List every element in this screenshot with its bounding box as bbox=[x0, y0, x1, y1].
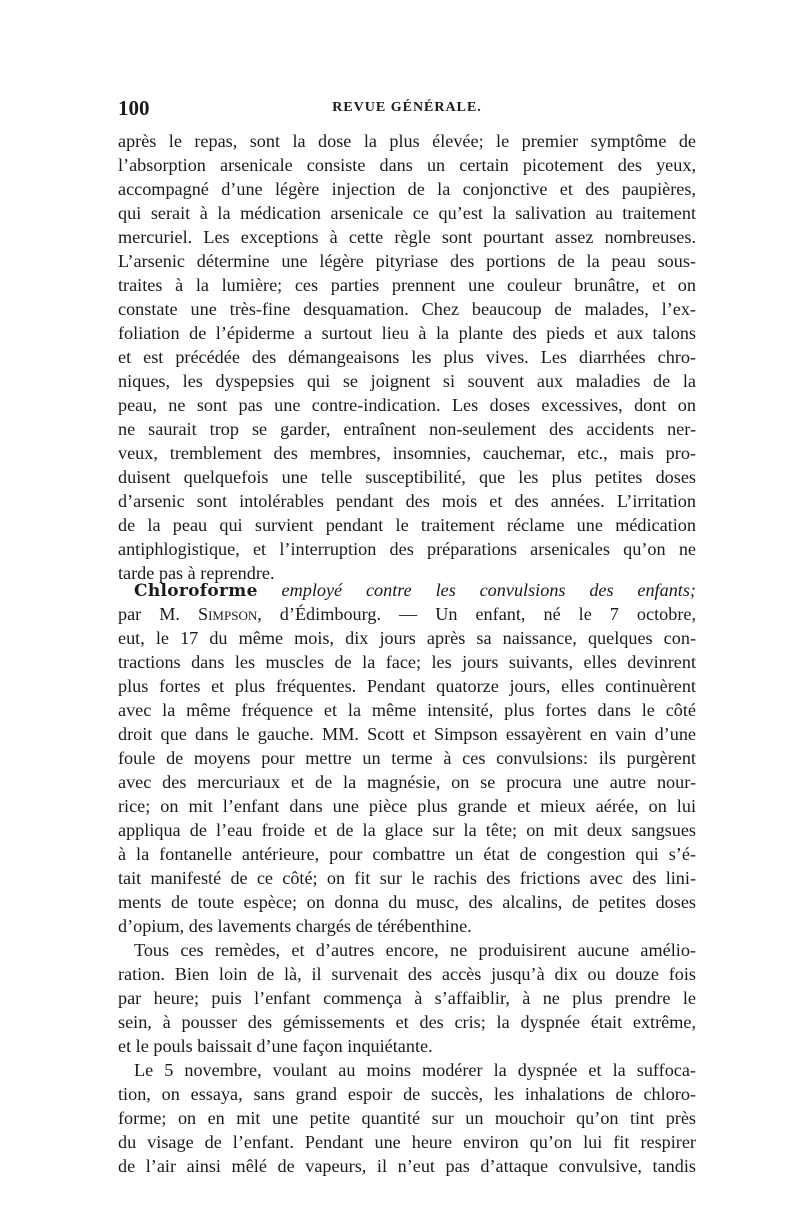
text-line: avec la même fréquence et la même intensité, plus fortes dans le côté bbox=[118, 700, 696, 720]
text-line: l’absorption arsenicale consiste dans un certain picotement des yeux, bbox=[118, 155, 696, 175]
article-title-rest: employé contre les convulsions des enfants; bbox=[257, 580, 696, 600]
page-header bbox=[118, 96, 696, 128]
text-line: traites à la lumière; ces parties prennent une couleur brunâtre, et on bbox=[118, 275, 696, 295]
text-line: tarde pas à reprendre. bbox=[118, 563, 275, 583]
text-line: qui serait à la médication arsenicale ce qu’est la salivation au traitement bbox=[118, 203, 696, 223]
text-line: plus fortes et plus fréquentes. Pendant quatorze jours, elles continuèrent bbox=[118, 676, 696, 696]
text-line: tait manifesté de ce côté; on fit sur le rachis des frictions avec des lini- bbox=[118, 868, 696, 888]
text-line: à la fontanelle antérieure, pour combattre un état de congestion qui s’é- bbox=[118, 844, 696, 864]
text-line: ration. Bien loin de là, il survenait des accès jusqu’à dix ou douze fois bbox=[118, 964, 696, 984]
text-line: tion, on essaya, sans grand espoir de succès, les inhalations de chloro- bbox=[118, 1084, 696, 1104]
text-line: et est précédée des démangeaisons les plus vives. Les diarrhées chro- bbox=[118, 347, 696, 367]
text-line: avec des mercuriaux et de la magnésie, on se procura une autre nour- bbox=[118, 772, 696, 792]
text-line: forme; on en mit une petite quantité sur un mouchoir qu’on tint près bbox=[118, 1108, 696, 1128]
text-line: mercuriel. Les exceptions à cette règle sont pourtant assez nombreuses. bbox=[118, 227, 696, 247]
text-line: rice; on mit l’enfant dans une pièce plus grande et mieux aérée, on lui bbox=[118, 796, 696, 816]
text-line: et le pouls baissait d’une façon inquiétante. bbox=[118, 1036, 433, 1056]
text-line: d’arsenic sont intolérables pendant des mois et des années. L’irritation bbox=[118, 491, 696, 511]
text-line: eut, le 17 du même mois, dix jours après sa naissance, quelques con- bbox=[118, 628, 696, 648]
text-line: peau, ne sont pas une contre-indication. Les doses excessives, dont on bbox=[118, 395, 696, 415]
text-line: Tous ces remèdes, et d’autres encore, ne produisirent aucune amélio- bbox=[134, 940, 696, 960]
text-line: L’arsenic détermine une légère pityriase des portions de la peau sous- bbox=[118, 251, 696, 271]
article-title-word: Chloroforme bbox=[134, 581, 258, 601]
text-line: constate une très-fine desquamation. Chez beaucoup de malades, l’ex- bbox=[118, 299, 696, 319]
text-line: de l’air ainsi mêlé de vapeurs, il n’eut pas d’attaque convulsive, tandis bbox=[118, 1156, 696, 1176]
text-line: appliqua de l’eau froide et de la glace sur la tête; on mit deux sangsues bbox=[118, 820, 696, 840]
text-line: droit que dans le gauche. MM. Scott et Simpson essayèrent en vain d’une bbox=[118, 724, 696, 744]
article-heading bbox=[0, 578, 800, 602]
text-line: sein, à pousser des gémissements et des cris; la dyspnée était extrême, bbox=[118, 1012, 696, 1032]
text-line: antiphlogistique, et l’interruption des préparations arsenicales qu’on ne bbox=[118, 539, 696, 559]
text-line: par heure; puis l’enfant commença à s’affaiblir, à ne plus prendre le bbox=[118, 988, 696, 1008]
text-line: de la peau qui survient pendant le traitement réclame une médication bbox=[118, 515, 696, 535]
text-line: d’opium, des lavements chargés de térébenthine. bbox=[118, 916, 472, 936]
running-head: REVUE GÉNÉRALE. bbox=[332, 100, 482, 115]
text-line: du visage de l’enfant. Pendant une heure environ qu’on lui fit respirer bbox=[118, 1132, 696, 1152]
text-line: duisent quelquefois une telle susceptibilité, que les plus petites doses bbox=[118, 467, 696, 487]
text-line: foliation de l’épiderme a surtout lieu à la plante des pieds et aux talons bbox=[118, 323, 696, 343]
text-line: tractions dans les muscles de la face; les jours suivants, elles devinrent bbox=[118, 652, 696, 672]
text-line: accompagné d’une légère injection de la conjonctive et des paupières, bbox=[118, 179, 696, 199]
text-line: ments de toute espèce; on donna du musc, des alcalins, de petites doses bbox=[118, 892, 696, 912]
text-line: Le 5 novembre, voulant au moins modérer la dyspnée et la suffoca- bbox=[134, 1060, 696, 1080]
text-line: ne saurait trop se garder, entraînent non-seulement des accidents ner- bbox=[118, 419, 696, 439]
text-line: niques, les dyspepsies qui se joignent si souvent aux maladies de la bbox=[118, 371, 696, 391]
page-number: 100 bbox=[118, 96, 150, 120]
author-name: Simpson bbox=[197, 604, 258, 624]
article-byline: par M. Simpson, d’Édimbourg. — Un enfant, né le 7 octobre, bbox=[118, 604, 696, 624]
text-line: veux, tremblement des membres, insomnies, cauchemar, etc., mais pro- bbox=[118, 443, 696, 463]
text-line: foule de moyens pour mettre un terme à ces convulsions: ils purgèrent bbox=[118, 748, 696, 768]
text-line: après le repas, sont la dose la plus élevée; le premier symptôme de bbox=[118, 131, 696, 151]
